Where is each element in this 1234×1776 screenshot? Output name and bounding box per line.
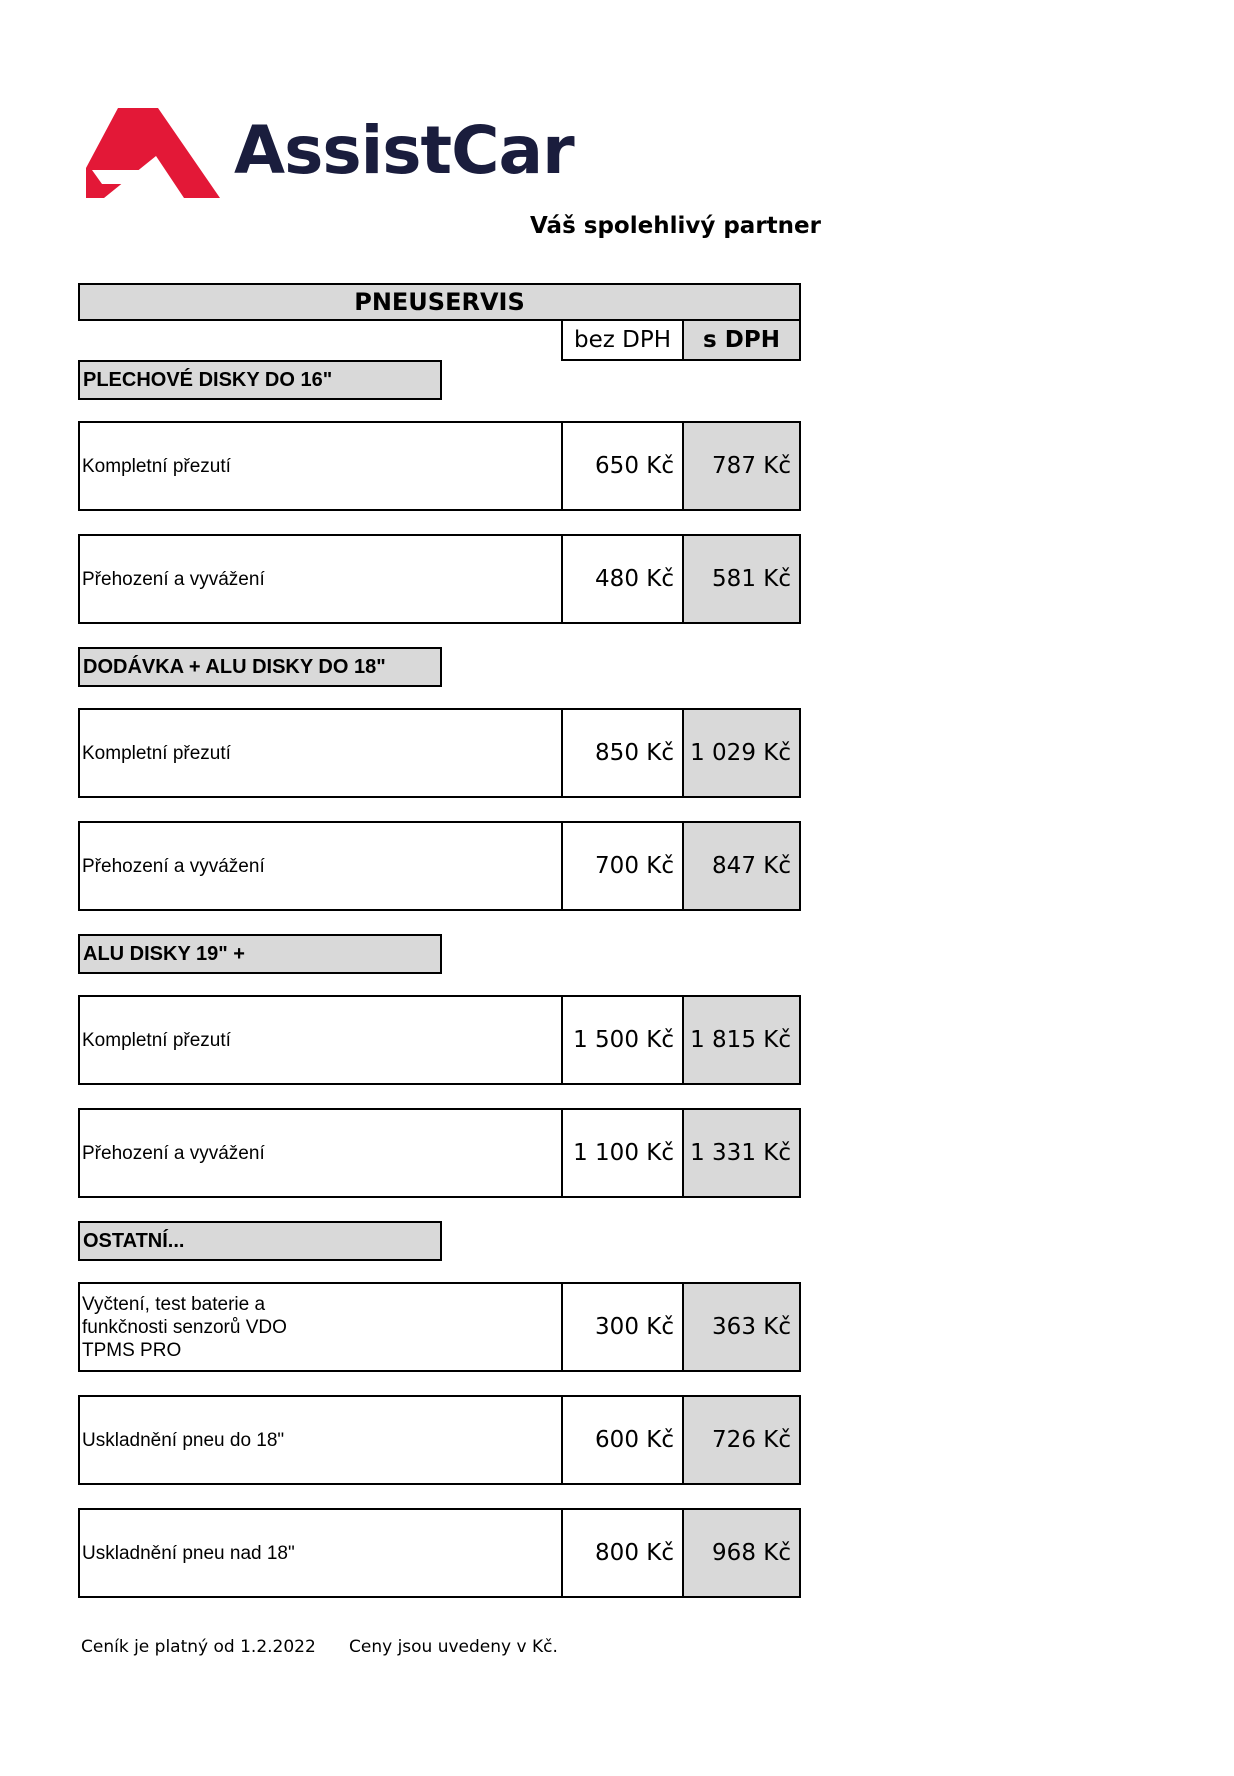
column-header-net: bez DPH [561, 321, 684, 361]
service-label: Kompletní přezutí [80, 997, 563, 1083]
service-label: Přehození a vyvážení [80, 1110, 563, 1196]
section-header: ALU DISKY 19" + [78, 934, 442, 974]
section-header: PLECHOVÉ DISKY DO 16" [78, 360, 442, 400]
price-gross: 581 Kč [684, 536, 799, 622]
price-row [78, 1108, 801, 1198]
logo [86, 108, 574, 198]
price-gross: 787 Kč [684, 423, 799, 509]
section-header: OSTATNÍ... [78, 1221, 442, 1261]
logo-mark-icon [86, 108, 220, 198]
price-net: 650 Kč [563, 423, 684, 509]
price-gross: 1 331 Kč [684, 1110, 799, 1196]
column-header-gross: s DPH [682, 321, 801, 361]
price-row [78, 1282, 801, 1372]
service-label: Kompletní přezutí [80, 423, 563, 509]
service-label: Kompletní přezutí [80, 710, 563, 796]
tagline: Váš spolehlivý partner [530, 213, 821, 239]
price-row [78, 821, 801, 911]
price-gross: 363 Kč [684, 1284, 799, 1370]
service-label: Přehození a vyvážení [80, 823, 563, 909]
price-gross: 1 029 Kč [684, 710, 799, 796]
service-label: Uskladnění pneu do 18" [80, 1397, 563, 1483]
section-header: DODÁVKA + ALU DISKY DO 18" [78, 647, 442, 687]
price-gross: 847 Kč [684, 823, 799, 909]
price-gross: 968 Kč [684, 1510, 799, 1596]
price-net: 800 Kč [563, 1510, 684, 1596]
price-gross: 1 815 Kč [684, 997, 799, 1083]
validity-note: Ceník je platný od 1.2.2022 [81, 1637, 316, 1657]
table-title: PNEUSERVIS [78, 283, 801, 321]
price-net: 700 Kč [563, 823, 684, 909]
price-net: 850 Kč [563, 710, 684, 796]
price-row [78, 1395, 801, 1485]
service-label: Přehození a vyvážení [80, 536, 563, 622]
price-row [78, 995, 801, 1085]
price-gross: 726 Kč [684, 1397, 799, 1483]
price-row [78, 1508, 801, 1598]
price-row [78, 534, 801, 624]
logo-wordmark: AssistCar [234, 112, 574, 189]
price-row [78, 421, 801, 511]
price-net: 600 Kč [563, 1397, 684, 1483]
service-label: Vyčtení, test baterie a funkčnosti senzorů VDO TPMS PRO [80, 1284, 563, 1370]
service-label: Uskladnění pneu nad 18" [80, 1510, 563, 1596]
price-net: 480 Kč [563, 536, 684, 622]
price-net: 300 Kč [563, 1284, 684, 1370]
price-net: 1 500 Kč [563, 997, 684, 1083]
price-row [78, 708, 801, 798]
currency-note: Ceny jsou uvedeny v Kč. [349, 1637, 558, 1657]
price-net: 1 100 Kč [563, 1110, 684, 1196]
